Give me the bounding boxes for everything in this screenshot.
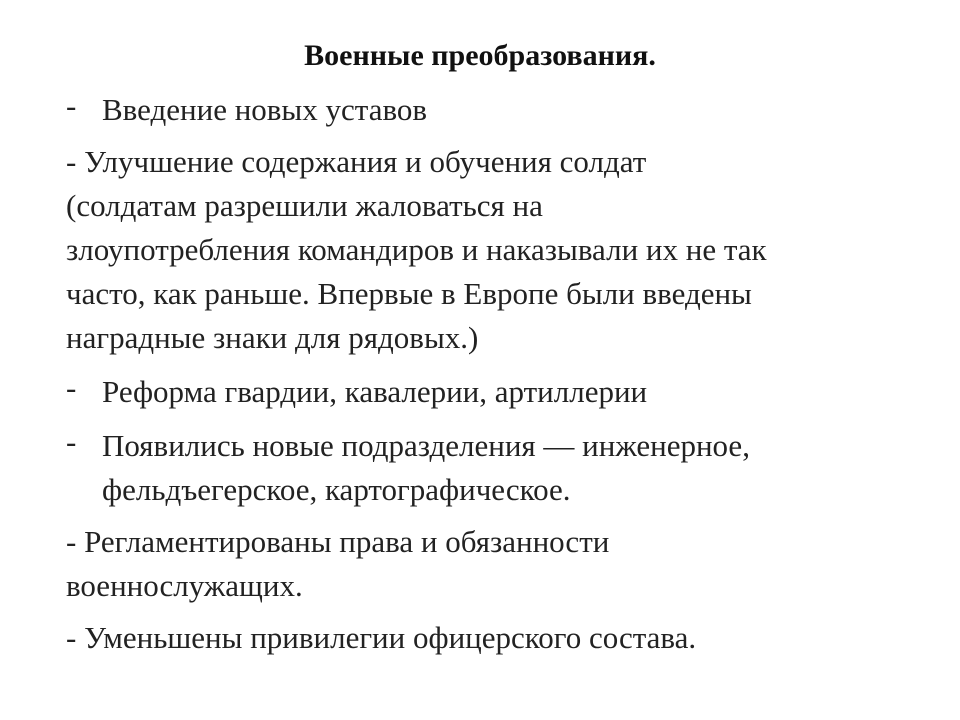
list-item-line: Введение новых уставов (102, 92, 428, 127)
list-item-line: военнослужащих. (66, 568, 303, 603)
list-item-line: фельдъегерское, картографическое. (102, 472, 571, 507)
list-item-soldier-conditions (66, 140, 767, 360)
bullet-dash: - (66, 88, 77, 123)
list-item-line: - Регламентированы права и обязанности (66, 524, 610, 559)
list-item-rights-duties (66, 520, 609, 608)
list-item-officer-privileges (66, 616, 696, 660)
bullet-dash: - (66, 370, 77, 405)
list-item-line: часто, как раньше. Впервые в Европе были введены (66, 276, 752, 311)
list-item-new-regulations (102, 88, 427, 132)
list-item-line: - Уменьшены привилегии офицерского состава. (66, 620, 697, 655)
list-item-line: злоупотребления командиров и наказывали их не так (66, 232, 767, 267)
slide-title: Военные преобразования. (304, 39, 656, 72)
list-item-new-units (102, 424, 750, 512)
list-item-guard-reform (102, 370, 647, 414)
list-item-line: Реформа гвардии, кавалерии, артиллерии (102, 374, 648, 409)
bullet-dash: - (66, 424, 77, 459)
list-item-line: - Улучшение содержания и обучения солдат (66, 144, 647, 179)
list-item-line: (солдатам разрешили жаловаться на (66, 188, 543, 223)
list-item-line: Появились новые подразделения — инженерное, (102, 428, 750, 463)
list-item-line: наградные знаки для рядовых.) (66, 320, 479, 355)
